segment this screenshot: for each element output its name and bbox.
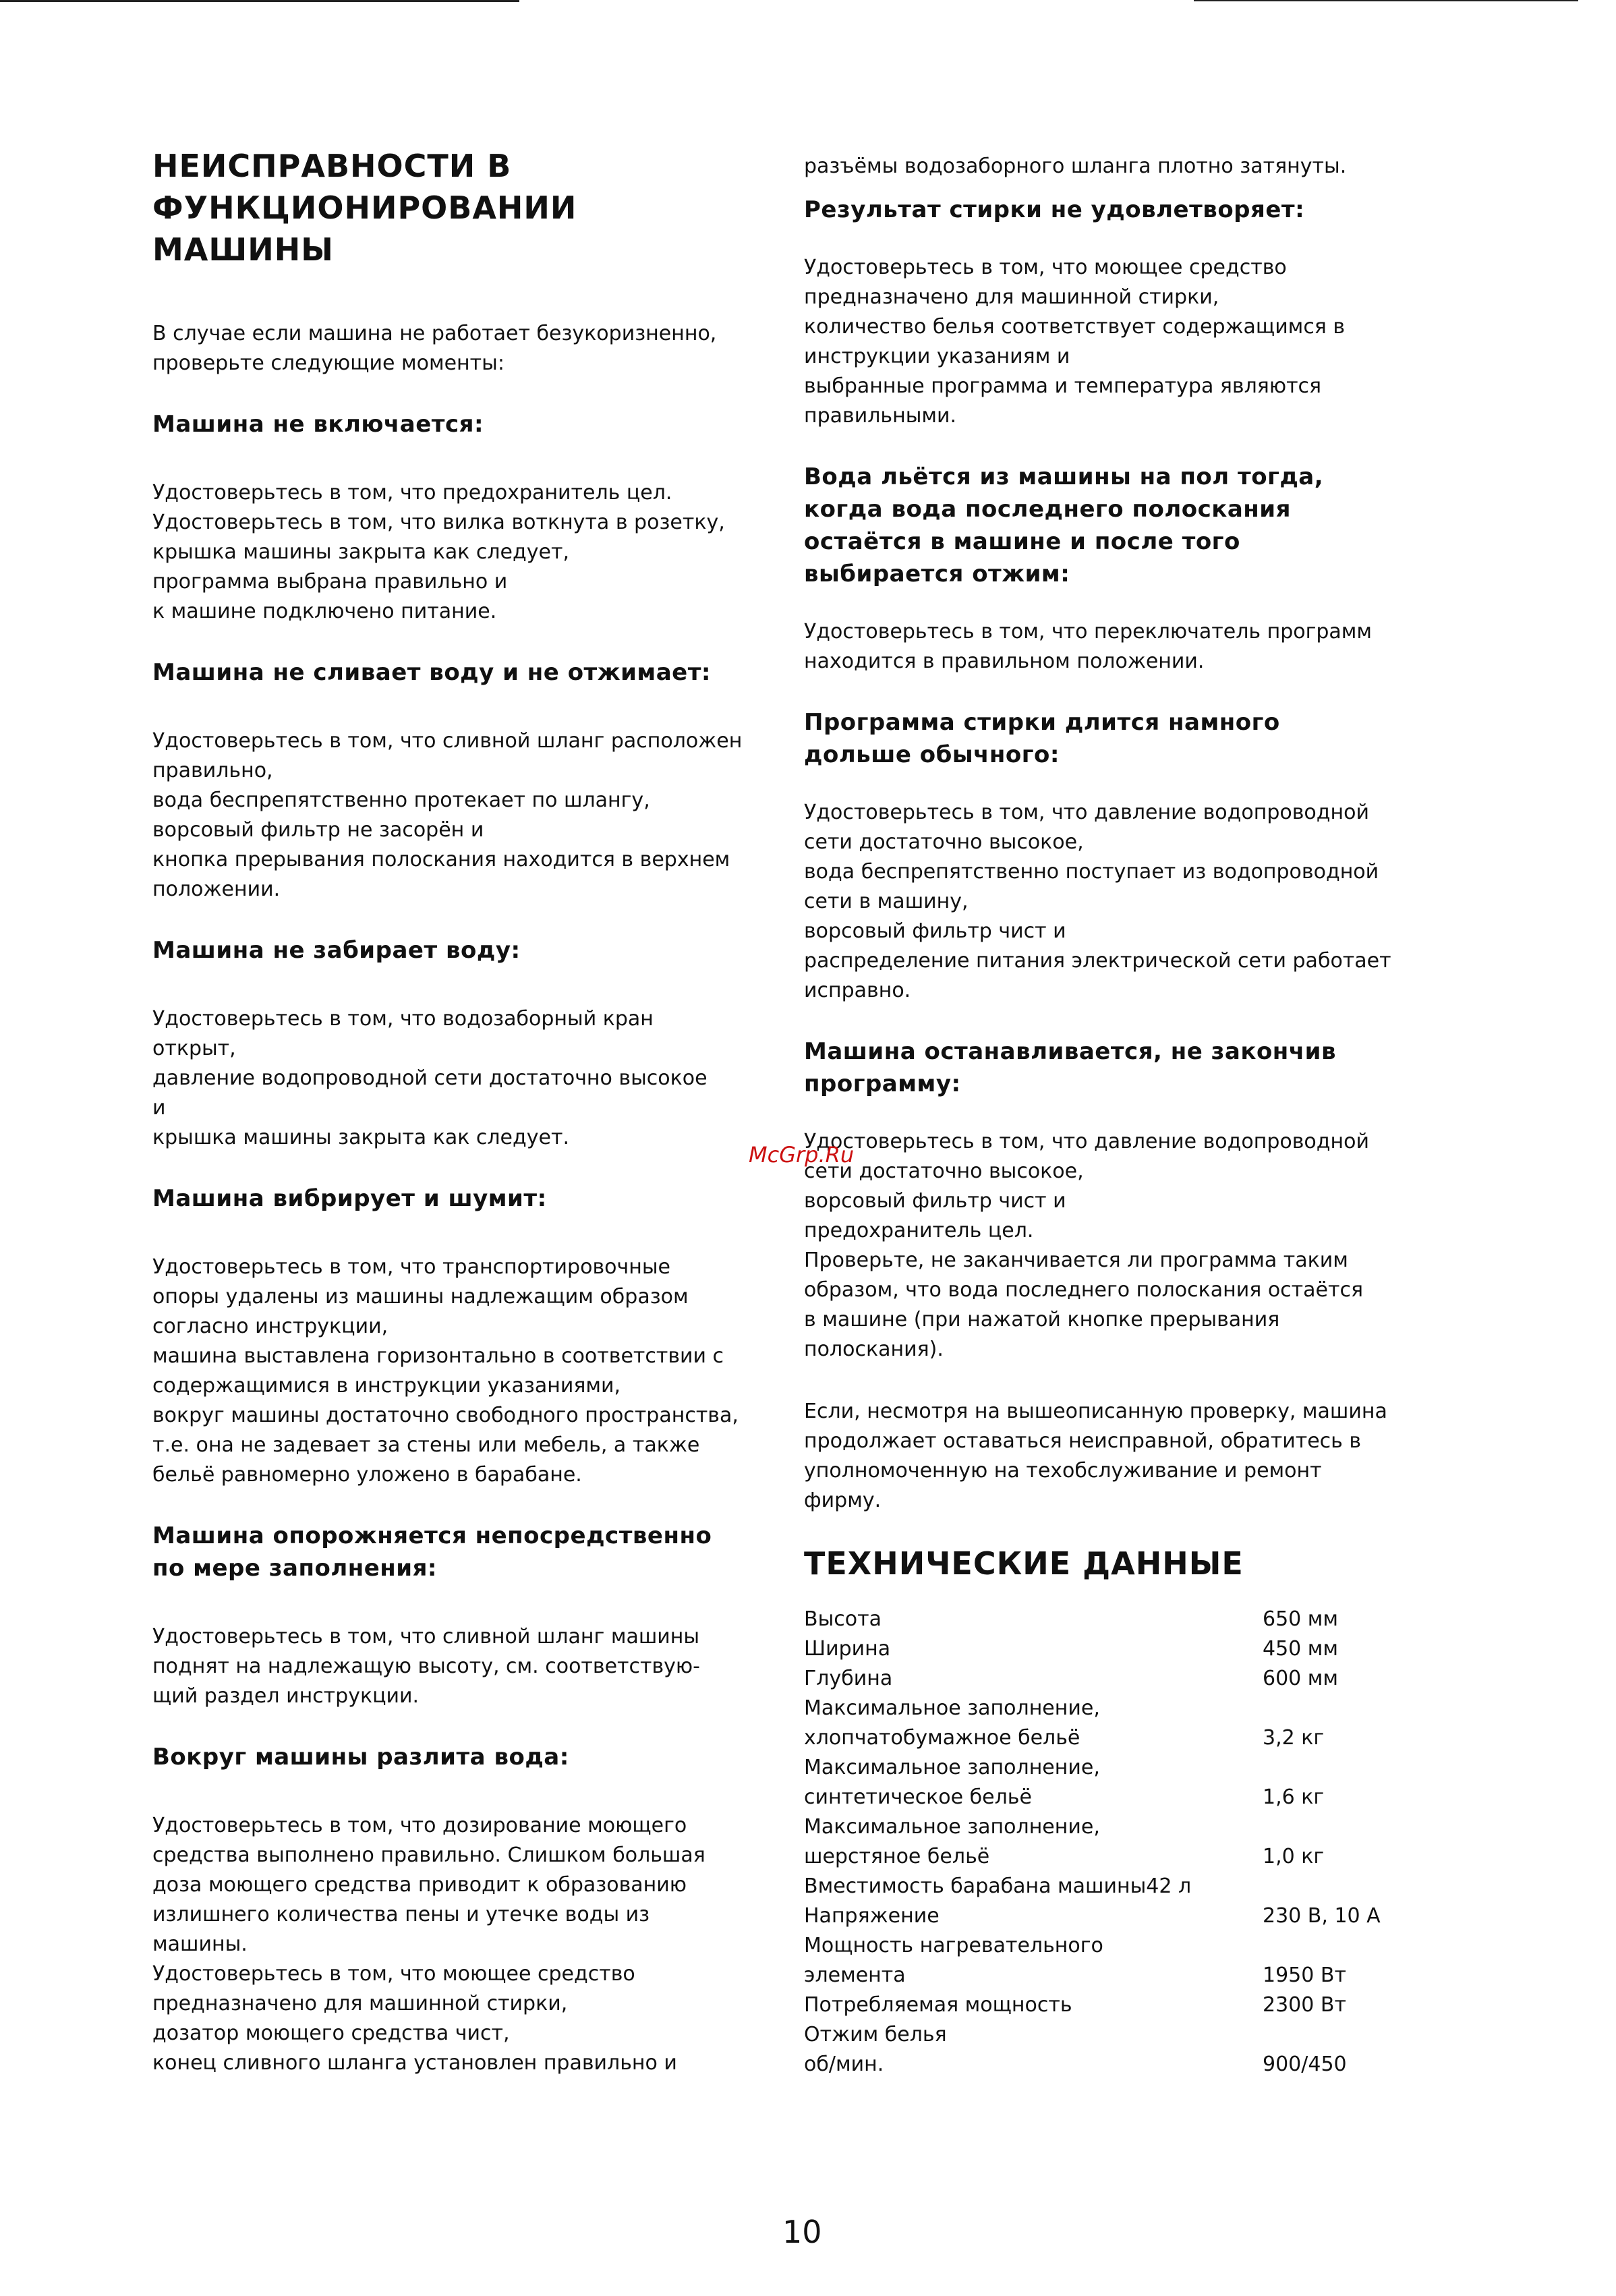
body-line: излишнего количества пены и утечке воды из: [152, 1903, 650, 1926]
spacer: [804, 449, 1424, 461]
tech-label-line: об/мин.: [804, 2053, 884, 2076]
body-line: Удостоверьтесь в том, что дозирование моющего: [152, 1814, 687, 1837]
tech-value: 1950 Вт: [1263, 1963, 1346, 1987]
section-heading: Машина не включается:: [152, 411, 484, 438]
spacer: [804, 1006, 1424, 1023]
spacer: [152, 905, 770, 934]
spacer: [804, 181, 1424, 194]
tech-label: [804, 1990, 1263, 2020]
spacer: [152, 627, 770, 656]
tech-label-line: хлопчатобумажное бельё: [804, 1726, 1080, 1750]
tech-label-line: Максимальное заполнение,: [804, 1815, 1100, 1839]
tech-label-line: Ширина: [804, 1637, 891, 1661]
watermark: McGrp.Ru: [749, 1142, 855, 1168]
section-heading: Машина опорожняется непосредственно: [152, 1522, 712, 1549]
section-heading: когда вода последнего полоскания: [804, 496, 1291, 523]
tech-value: 1,0 кг: [1263, 1845, 1325, 1868]
tech-row: [804, 1664, 1424, 1694]
tech-title: ТЕХНИЧЕСКИЕ ДАННЫЕ: [804, 1545, 1244, 1582]
intro-line: проверьте следующие моменты:: [152, 351, 504, 375]
body-line: предназначено для машинной стирки,: [804, 285, 1219, 309]
tech-label-line: Отжим белья: [804, 2023, 947, 2046]
tech-value: 600 мм: [1263, 1667, 1339, 1690]
body-line: бельё равномерно уложено в барабане.: [152, 1463, 582, 1487]
spacer: [152, 378, 770, 408]
section-heading: Машина не сливает воду и не отжимает:: [152, 659, 712, 686]
spacer: [804, 431, 1424, 449]
tech-label: [804, 1664, 1263, 1694]
body-line: в машине (при нажатой кнопке прерывания полоскания).: [804, 1308, 1280, 1361]
closing-line: продолжает оставаться неисправной, обратитесь в: [804, 1429, 1362, 1453]
spacer: [804, 1365, 1424, 1382]
tech-label-line: Максимальное заполнение,: [804, 1696, 1100, 1720]
tech-row: [804, 1901, 1424, 1931]
tech-value: 650 мм: [1263, 1607, 1339, 1631]
body-line: кнопка прерывания полоскания находится в верхнем: [152, 848, 730, 871]
spacer: [152, 1490, 770, 1520]
spacer: [152, 1711, 770, 1741]
body-line: Удостоверьтесь в том, что сливной шланг машины: [152, 1625, 700, 1648]
spacer: [152, 967, 770, 1004]
tech-value: [1263, 1872, 1424, 1901]
body-line: положении.: [152, 878, 281, 901]
spacer: [152, 1773, 770, 1811]
top-edge-line-left: [0, 0, 519, 2]
body-line: Удостоверьтесь в том, что давление водопроводной: [804, 1130, 1369, 1153]
tech-label: [804, 2020, 1263, 2079]
body-line: Удостоверьтесь в том, что сливной шланг расположен: [152, 729, 743, 753]
section-heading: Вода льётся из машины на пол тогда,: [804, 463, 1324, 490]
spacer: [152, 270, 770, 319]
tech-label-line: Потребляемая мощность: [804, 1993, 1072, 2017]
tech-row: [804, 1931, 1424, 1990]
body-line: средства выполнено правильно. Слишком большая: [152, 1843, 705, 1867]
body-line: Удостоверьтесь в том, что транспортировочные: [152, 1255, 670, 1279]
right-column: [804, 152, 1424, 2079]
tech-value: 3,2 кг: [1263, 1726, 1325, 1750]
section-main-title: МАШИНЫ: [152, 231, 334, 268]
tech-label: [804, 1753, 1263, 1812]
body-line: правильно,: [152, 759, 273, 782]
tech-label: [804, 1812, 1263, 1872]
section-heading: Вокруг машины разлита вода:: [152, 1744, 569, 1771]
body-line: предохранитель цел.: [804, 1219, 1034, 1242]
body-line: ворсовый фильтр не засорён и: [152, 818, 484, 842]
body-line: сети достаточно высокое,: [804, 1159, 1084, 1183]
tech-row: [804, 1872, 1424, 1901]
section-heading: Результат стирки не удовлетворяет:: [804, 196, 1305, 223]
body-line: распределение питания электрической сети работает: [804, 949, 1391, 973]
section-heading: остаётся в машине и после того: [804, 528, 1240, 555]
spacer: [804, 1516, 1424, 1543]
closing-line: фирму.: [804, 1489, 882, 1512]
spacer: [152, 1215, 770, 1253]
body-line: крышка машины закрыта как следует.: [152, 1126, 569, 1149]
body-line: образом, что вода последнего полоскания остаётся: [804, 1278, 1364, 1302]
tech-label: [804, 1634, 1263, 1664]
spacer: [804, 1382, 1424, 1397]
tech-value: 900/450: [1263, 2053, 1347, 2076]
tech-value: 230 В, 10 А: [1263, 1904, 1381, 1928]
body-line: дозатор моющего средства чист,: [152, 2021, 510, 2045]
section-heading: программу:: [804, 1070, 961, 1097]
body-line: открыт,: [152, 1037, 236, 1060]
body-line: находится в правильном положении.: [804, 650, 1205, 673]
body-line: Удостоверьтесь в том, что водозаборный кран: [152, 1007, 654, 1031]
body-line: согласно инструкции,: [152, 1315, 388, 1338]
intro-line: В случае если машина не работает безукоризненно,: [152, 322, 717, 345]
body-line: ворсовый фильтр чист и: [804, 1189, 1066, 1213]
tech-label-line: Вместимость барабана машины42 л: [804, 1874, 1192, 1898]
section-main-title: НЕИСПРАВНОСТИ В: [152, 148, 512, 184]
tech-row: [804, 1694, 1424, 1753]
spacer: [804, 677, 1424, 694]
body-line: сети достаточно высокое,: [804, 830, 1084, 854]
spacer: [804, 1023, 1424, 1035]
body-line: к машине подключено питание.: [152, 600, 497, 623]
tech-row: [804, 1753, 1424, 1812]
section-heading: по мере заполнения:: [152, 1555, 438, 1582]
tech-label: [804, 1901, 1263, 1931]
section-heading: Программа стирки длится намного: [804, 709, 1280, 736]
tech-value: 1,6 кг: [1263, 1785, 1325, 1809]
body-line: правильными.: [804, 404, 957, 428]
body-line: машины.: [152, 1932, 248, 1956]
body-line: Удостоверьтесь в том, что предохранитель цел.: [152, 481, 672, 505]
body-line: доза моющего средства приводит к образованию: [152, 1873, 687, 1897]
tech-value: 450 мм: [1263, 1637, 1339, 1661]
tech-label-line: шерстяное бельё: [804, 1845, 990, 1868]
body-line: Проверьте, не заканчивается ли программа таким: [804, 1249, 1348, 1272]
body-line: программа выбрана правильно и: [152, 570, 508, 594]
body-line: количество белья соответствует содержащимся в: [804, 315, 1346, 339]
body-line: опоры удалены из машины надлежащим образом: [152, 1285, 689, 1309]
tech-label: [804, 1872, 1263, 1901]
body-line: исправно.: [804, 979, 911, 1002]
tech-label-line: Максимальное заполнение,: [804, 1756, 1100, 1779]
left-column: [152, 145, 770, 2078]
body-line: поднят на надлежащую высоту, см. соответствую-: [152, 1655, 700, 1678]
body-line: вокруг машины достаточно свободного пространства,: [152, 1404, 739, 1427]
body-line: Удостоверьтесь в том, что переключатель программ: [804, 620, 1373, 643]
tech-label: [804, 1694, 1263, 1753]
body-line: содержащимися в инструкции указаниями,: [152, 1374, 621, 1398]
closing-line: Если, несмотря на вышеописанную проверку, машина: [804, 1400, 1387, 1423]
body-line: сети в машину,: [804, 890, 969, 913]
body-line: Удостоверьтесь в том, что моющее средство: [152, 1962, 635, 1986]
continuation-line: разъёмы водозаборного шланга плотно затянуты.: [804, 154, 1347, 178]
body-line: крышка машины закрыта как следует,: [152, 540, 569, 564]
spacer: [152, 440, 770, 478]
tech-label-line: синтетическое бельё: [804, 1785, 1032, 1809]
body-line: и: [152, 1096, 166, 1120]
tech-label-line: Высота: [804, 1607, 882, 1631]
spacer: [152, 1153, 770, 1182]
section-heading: выбирается отжим:: [804, 561, 1070, 587]
section-heading: дольше обычного:: [804, 741, 1060, 768]
tech-label-line: Глубина: [804, 1667, 893, 1690]
spacer: [152, 1584, 770, 1622]
section-heading: Машина вибрирует и шумит:: [152, 1185, 547, 1212]
body-line: щий раздел инструкции.: [152, 1684, 420, 1708]
body-line: машина выставлена горизонтально в соответствии с: [152, 1344, 724, 1368]
tech-label-line: Напряжение: [804, 1904, 940, 1928]
top-edge-line-right: [1194, 0, 1578, 1]
tech-row: [804, 1634, 1424, 1664]
tech-label: [804, 1605, 1263, 1634]
section-heading: Машина не забирает воду:: [152, 937, 521, 964]
body-line: Удостоверьтесь в том, что давление водопроводной: [804, 801, 1369, 824]
tech-label: [804, 1931, 1263, 1990]
closing-line: уполномоченную на техобслуживание и ремонт: [804, 1459, 1322, 1483]
spacer: [804, 771, 1424, 798]
spacer: [804, 694, 1424, 706]
body-line: вода беспрепятственно поступает из водопроводной: [804, 860, 1379, 884]
body-line: инструкции указаниям и: [804, 345, 1070, 368]
spacer: [804, 590, 1424, 617]
body-line: конец сливного шланга установлен правильно и: [152, 2051, 677, 2075]
body-line: предназначено для машинной стирки,: [152, 1992, 568, 2015]
section-main-title: ФУНКЦИОНИРОВАНИИ: [152, 190, 577, 226]
tech-row: [804, 1605, 1424, 1634]
tech-row: [804, 2020, 1424, 2079]
body-line: выбранные программа и температура являются: [804, 374, 1322, 398]
body-line: т.е. она не задевает за стены или мебель, а также: [152, 1433, 700, 1457]
body-line: Удостоверьтесь в том, что моющее средство: [804, 256, 1287, 279]
body-line: Удостоверьтесь в том, что вилка воткнута в розетку,: [152, 511, 725, 534]
tech-row: [804, 1990, 1424, 2020]
spacer: [804, 1100, 1424, 1127]
spacer: [152, 689, 770, 726]
tech-label-line: элемента: [804, 1963, 906, 1987]
tech-row: [804, 1812, 1424, 1872]
tech-data-table: [804, 1605, 1424, 2079]
spacer: [804, 1584, 1424, 1605]
body-line: ворсовый фильтр чист и: [804, 919, 1066, 943]
tech-label-line: Мощность нагревательного: [804, 1934, 1103, 1957]
body-line: давление водопроводной сети достаточно высокое: [152, 1066, 708, 1090]
body-line: вода беспрепятственно протекает по шлангу,: [152, 788, 650, 812]
spacer: [804, 226, 1424, 253]
page-number: 10: [782, 2214, 822, 2250]
tech-value: 2300 Вт: [1263, 1993, 1346, 2017]
section-heading: Машина останавливается, не закончив: [804, 1038, 1336, 1065]
